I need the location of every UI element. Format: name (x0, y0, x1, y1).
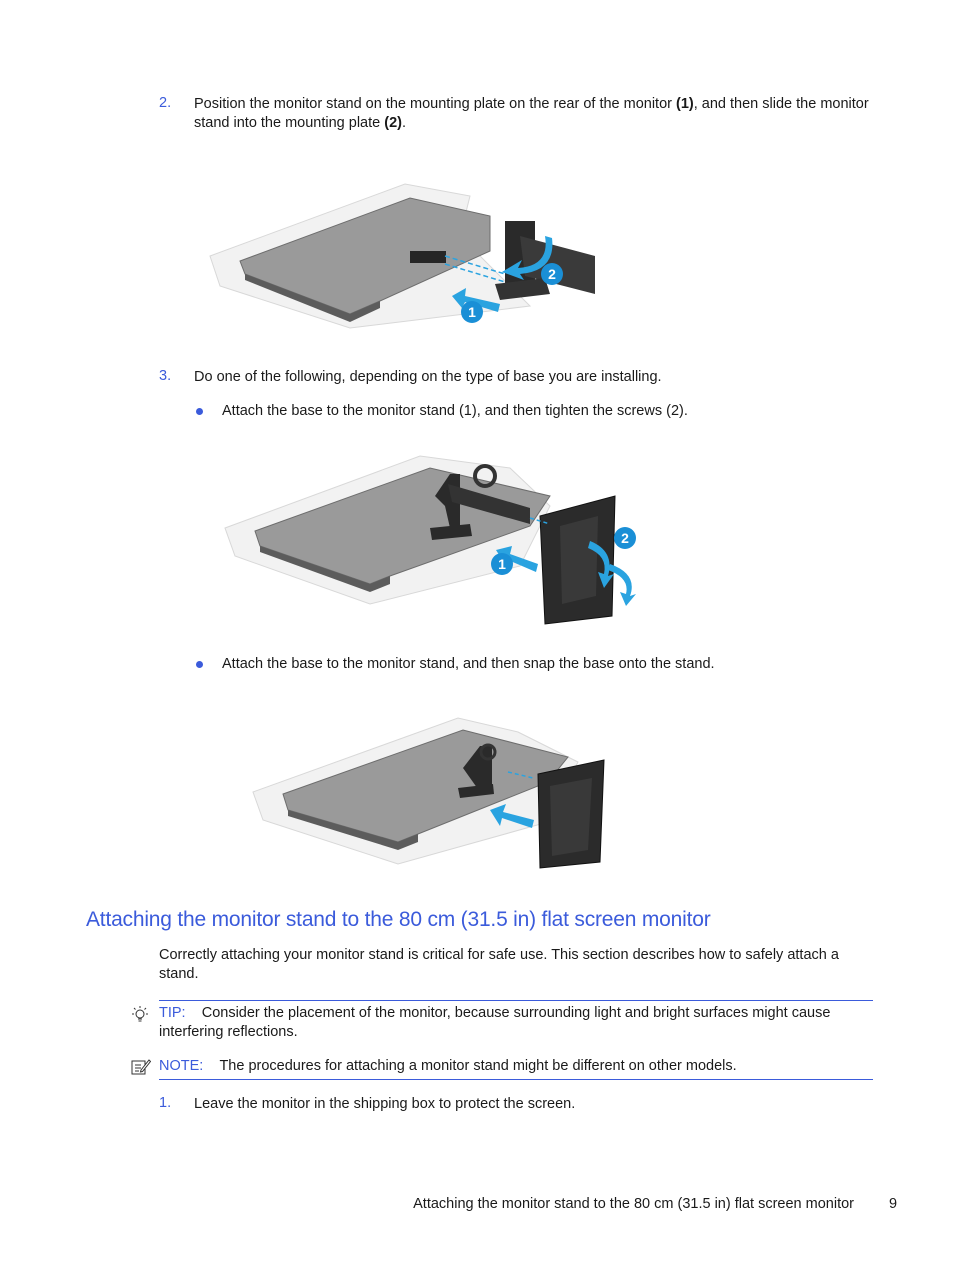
step-2-text: Position the monitor stand on the mounting plate on the rear of the monitor (1), and then slide the monitor stand into the mounting plate (2). (194, 96, 869, 131)
bullet-2-text: Attach the base to the monitor stand, and then snap the base onto the stand. (222, 656, 715, 672)
figure-stand-on-mounting-plate (200, 176, 620, 336)
note-icon (131, 1058, 151, 1076)
callout-2 (614, 527, 636, 549)
note-bottom-rule (159, 1079, 873, 1080)
section-heading: Attaching the monitor stand to the 80 cm (31.5 in) flat screen monitor (86, 908, 711, 931)
callout-1 (491, 553, 513, 575)
section-intro: Correctly attaching your monitor stand is critical for safe use. This section describes how to safely attach a stand. (159, 947, 839, 982)
lightbulb-icon (130, 1005, 150, 1025)
footer-title: Attaching the monitor stand to the 80 cm (31.5 in) flat screen monitor (413, 1196, 854, 1212)
step-3-text: Do one of the following, depending on the type of base you are installing. (194, 369, 662, 385)
bullet-1-dot (196, 408, 203, 415)
svg-text:2: 2 (621, 530, 629, 546)
figure-attach-base-with-screws (220, 446, 650, 626)
bullet-2-dot (196, 661, 203, 668)
step-1-text: Leave the monitor in the shipping box to protect the screen. (194, 1096, 576, 1112)
callout-1 (461, 301, 483, 323)
callout-2 (541, 263, 563, 285)
svg-text:1: 1 (498, 556, 506, 572)
tip-top-rule (159, 1000, 873, 1001)
step-2-number: 2. (159, 95, 172, 111)
svg-text:1: 1 (468, 304, 476, 320)
figure-snap-base-onto-stand (248, 712, 618, 872)
tip-text: TIP: Consider the placement of the monitor, because surrounding light and bright surfaces might cause interfering reflections. (159, 1005, 831, 1040)
bullet-1-text: Attach the base to the monitor stand (1), and then tighten the screws (2). (222, 403, 688, 419)
note-text: NOTE: The procedures for attaching a monitor stand might be different on other models. (159, 1058, 737, 1074)
note-label: NOTE: (159, 1058, 204, 1074)
step-3-number: 3. (159, 368, 172, 384)
svg-text:2: 2 (548, 266, 556, 282)
step-1-number: 1. (159, 1095, 172, 1111)
page-number: 9 (889, 1196, 898, 1212)
tip-label: TIP: (159, 1005, 186, 1021)
